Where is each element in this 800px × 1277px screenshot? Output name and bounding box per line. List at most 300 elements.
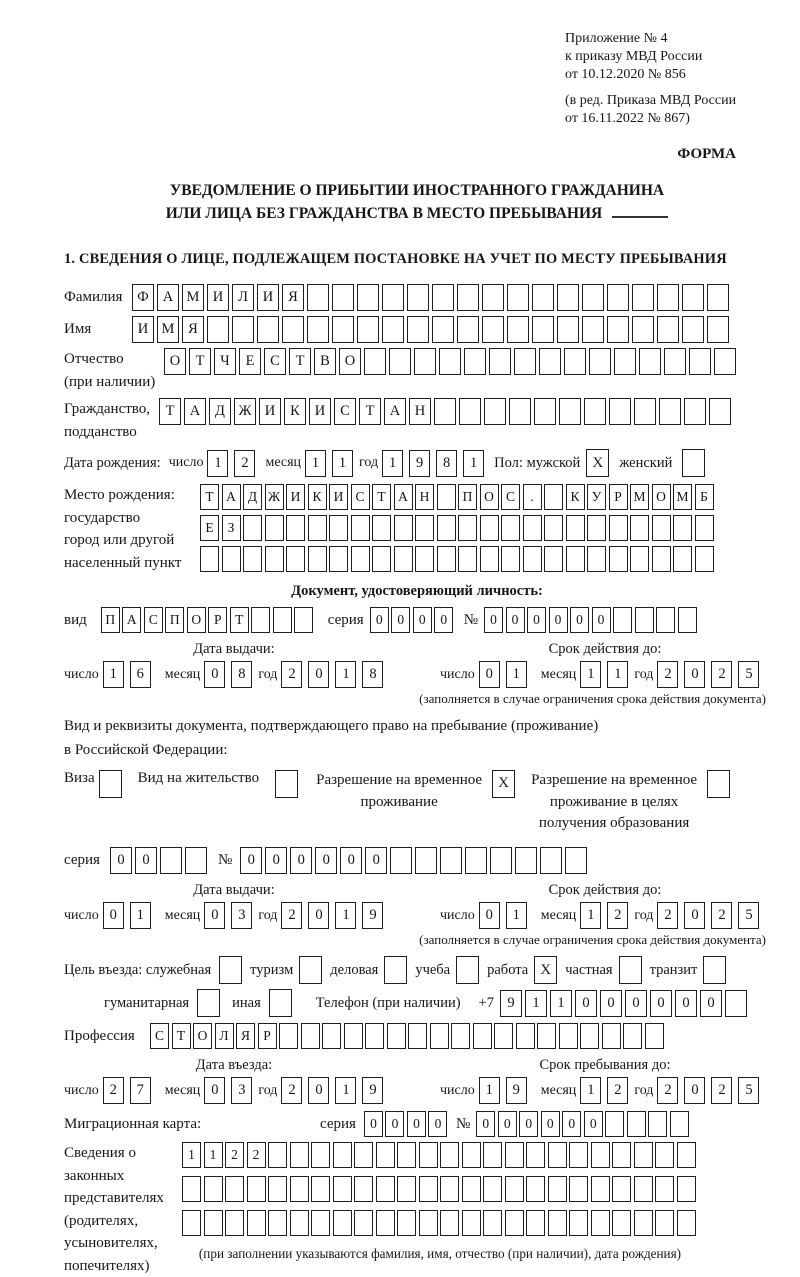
char-cell[interactable]: 8	[436, 450, 457, 477]
char-cell[interactable]	[397, 1142, 416, 1168]
char-cell[interactable]	[480, 515, 499, 541]
char-cell[interactable]	[268, 1210, 287, 1236]
char-cell[interactable]	[376, 1176, 395, 1202]
char-cell[interactable]	[459, 398, 481, 425]
char-cell[interactable]	[678, 607, 697, 633]
char-cell[interactable]	[333, 1176, 352, 1202]
char-cell[interactable]: Н	[415, 484, 434, 510]
char-cell[interactable]: 0	[103, 902, 124, 929]
char-cell[interactable]: 1	[204, 1142, 223, 1168]
char-cell[interactable]	[612, 1210, 631, 1236]
char-cell[interactable]	[682, 284, 704, 311]
char-cell[interactable]	[451, 1023, 470, 1049]
char-cell[interactable]	[182, 1210, 201, 1236]
sex-female-checkbox[interactable]	[682, 449, 705, 477]
char-cell[interactable]: О	[164, 348, 186, 375]
char-cell[interactable]: 0	[498, 1111, 517, 1137]
char-cell[interactable]	[311, 1142, 330, 1168]
char-cell[interactable]	[580, 1023, 599, 1049]
char-cell[interactable]	[614, 348, 636, 375]
char-cell[interactable]	[407, 284, 429, 311]
char-cell[interactable]: З	[222, 515, 241, 541]
char-cell[interactable]	[394, 515, 413, 541]
char-cell[interactable]: И	[132, 316, 154, 343]
char-cell[interactable]: Т	[159, 398, 181, 425]
char-cell[interactable]	[225, 1210, 244, 1236]
char-cell[interactable]	[415, 546, 434, 572]
char-cell[interactable]: А	[157, 284, 179, 311]
char-cell[interactable]	[357, 284, 379, 311]
char-cell[interactable]: М	[630, 484, 649, 510]
char-cell[interactable]	[430, 1023, 449, 1049]
char-cell[interactable]	[489, 348, 511, 375]
char-cell[interactable]: 1	[463, 450, 484, 477]
char-cell[interactable]	[397, 1210, 416, 1236]
char-cell[interactable]	[673, 546, 692, 572]
char-cell[interactable]	[507, 284, 529, 311]
char-cell[interactable]: 9	[409, 450, 430, 477]
char-cell[interactable]	[725, 990, 747, 1017]
char-cell[interactable]: 1	[382, 450, 403, 477]
char-cell[interactable]: 2	[657, 1077, 678, 1104]
char-cell[interactable]: 0	[570, 607, 589, 633]
char-cell[interactable]: 9	[362, 1077, 383, 1104]
char-cell[interactable]: 0	[204, 902, 225, 929]
char-cell[interactable]	[434, 398, 456, 425]
char-cell[interactable]: 1	[182, 1142, 201, 1168]
char-cell[interactable]	[437, 546, 456, 572]
char-cell[interactable]: Ж	[265, 484, 284, 510]
char-cell[interactable]	[557, 316, 579, 343]
char-cell[interactable]	[265, 546, 284, 572]
char-cell[interactable]: 0	[650, 990, 672, 1017]
char-cell[interactable]: 0	[308, 902, 329, 929]
char-cell[interactable]	[707, 284, 729, 311]
char-cell[interactable]: И	[207, 284, 229, 311]
char-cell[interactable]: С	[334, 398, 356, 425]
char-cell[interactable]: 9	[362, 902, 383, 929]
char-cell[interactable]	[415, 515, 434, 541]
char-cell[interactable]	[548, 1142, 567, 1168]
char-cell[interactable]: 2	[711, 661, 732, 688]
char-cell[interactable]	[565, 847, 587, 874]
char-cell[interactable]: 0	[484, 607, 503, 633]
char-cell[interactable]	[204, 1176, 223, 1202]
char-cell[interactable]: Д	[243, 484, 262, 510]
char-cell[interactable]: 6	[130, 661, 151, 688]
char-cell[interactable]	[207, 316, 229, 343]
char-cell[interactable]	[483, 1142, 502, 1168]
char-cell[interactable]	[372, 515, 391, 541]
char-cell[interactable]	[268, 1176, 287, 1202]
char-cell[interactable]: 1	[506, 902, 527, 929]
char-cell[interactable]: 1	[103, 661, 124, 688]
purpose-work-checkbox[interactable]: X	[534, 956, 557, 984]
purpose-other-checkbox[interactable]	[269, 989, 292, 1017]
residence-permit-checkbox[interactable]	[275, 770, 298, 798]
char-cell[interactable]: Т	[289, 348, 311, 375]
char-cell[interactable]	[354, 1142, 373, 1168]
char-cell[interactable]	[587, 515, 606, 541]
char-cell[interactable]	[437, 484, 456, 510]
char-cell[interactable]	[389, 348, 411, 375]
char-cell[interactable]: П	[101, 607, 120, 633]
char-cell[interactable]: 8	[231, 661, 252, 688]
char-cell[interactable]	[564, 348, 586, 375]
char-cell[interactable]: 0	[434, 607, 453, 633]
char-cell[interactable]: 1	[130, 902, 151, 929]
char-cell[interactable]	[670, 1111, 689, 1137]
char-cell[interactable]: 0	[584, 1111, 603, 1137]
char-cell[interactable]: А	[184, 398, 206, 425]
char-cell[interactable]: 1	[479, 1077, 500, 1104]
char-cell[interactable]	[311, 1176, 330, 1202]
char-cell[interactable]	[539, 348, 561, 375]
char-cell[interactable]	[462, 1210, 481, 1236]
char-cell[interactable]	[394, 546, 413, 572]
purpose-study-checkbox[interactable]	[456, 956, 479, 984]
char-cell[interactable]	[282, 316, 304, 343]
char-cell[interactable]	[501, 546, 520, 572]
temp-permit-checkbox[interactable]: X	[492, 770, 515, 798]
char-cell[interactable]	[613, 607, 632, 633]
char-cell[interactable]: 0	[407, 1111, 426, 1137]
char-cell[interactable]: 0	[240, 847, 262, 874]
char-cell[interactable]	[505, 1176, 524, 1202]
char-cell[interactable]	[290, 1176, 309, 1202]
char-cell[interactable]	[390, 847, 412, 874]
char-cell[interactable]	[655, 1142, 674, 1168]
char-cell[interactable]	[582, 284, 604, 311]
char-cell[interactable]	[584, 398, 606, 425]
char-cell[interactable]	[251, 607, 270, 633]
char-cell[interactable]	[655, 1210, 674, 1236]
char-cell[interactable]: М	[182, 284, 204, 311]
char-cell[interactable]	[462, 1176, 481, 1202]
char-cell[interactable]	[544, 515, 563, 541]
char-cell[interactable]: А	[222, 484, 241, 510]
char-cell[interactable]	[382, 316, 404, 343]
char-cell[interactable]	[354, 1210, 373, 1236]
char-cell[interactable]: П	[458, 484, 477, 510]
char-cell[interactable]: 1	[607, 661, 628, 688]
char-cell[interactable]	[483, 1210, 502, 1236]
char-cell[interactable]	[569, 1176, 588, 1202]
char-cell[interactable]: 0	[110, 847, 132, 874]
char-cell[interactable]: С	[264, 348, 286, 375]
char-cell[interactable]	[457, 284, 479, 311]
char-cell[interactable]: 2	[234, 450, 255, 477]
char-cell[interactable]: 2	[247, 1142, 266, 1168]
char-cell[interactable]	[537, 1023, 556, 1049]
char-cell[interactable]: Т	[359, 398, 381, 425]
char-cell[interactable]: 2	[103, 1077, 124, 1104]
char-cell[interactable]	[247, 1176, 266, 1202]
char-cell[interactable]	[591, 1176, 610, 1202]
char-cell[interactable]	[354, 1176, 373, 1202]
char-cell[interactable]	[635, 607, 654, 633]
char-cell[interactable]: С	[351, 484, 370, 510]
char-cell[interactable]	[505, 1142, 524, 1168]
char-cell[interactable]	[462, 1142, 481, 1168]
char-cell[interactable]	[419, 1142, 438, 1168]
char-cell[interactable]: 0	[684, 661, 705, 688]
char-cell[interactable]: 1	[550, 990, 572, 1017]
char-cell[interactable]	[419, 1210, 438, 1236]
char-cell[interactable]: 0	[600, 990, 622, 1017]
char-cell[interactable]: В	[314, 348, 336, 375]
char-cell[interactable]: Ф	[132, 284, 154, 311]
char-cell[interactable]: 1	[305, 450, 326, 477]
char-cell[interactable]	[526, 1142, 545, 1168]
char-cell[interactable]	[458, 515, 477, 541]
char-cell[interactable]	[589, 348, 611, 375]
char-cell[interactable]	[407, 316, 429, 343]
char-cell[interactable]: 0	[308, 661, 329, 688]
char-cell[interactable]: 1	[332, 450, 353, 477]
char-cell[interactable]: А	[394, 484, 413, 510]
char-cell[interactable]	[232, 316, 254, 343]
char-cell[interactable]	[483, 1176, 502, 1202]
char-cell[interactable]	[523, 515, 542, 541]
char-cell[interactable]	[279, 1023, 298, 1049]
char-cell[interactable]	[714, 348, 736, 375]
char-cell[interactable]	[160, 847, 182, 874]
char-cell[interactable]	[559, 398, 581, 425]
char-cell[interactable]	[664, 348, 686, 375]
char-cell[interactable]	[440, 1142, 459, 1168]
char-cell[interactable]: Л	[232, 284, 254, 311]
purpose-official-checkbox[interactable]	[219, 956, 242, 984]
char-cell[interactable]: 1	[335, 902, 356, 929]
char-cell[interactable]	[332, 284, 354, 311]
char-cell[interactable]: 0	[370, 607, 389, 633]
char-cell[interactable]: 0	[204, 661, 225, 688]
char-cell[interactable]: Р	[258, 1023, 277, 1049]
char-cell[interactable]	[247, 1210, 266, 1236]
char-cell[interactable]	[482, 284, 504, 311]
purpose-transit-checkbox[interactable]	[703, 956, 726, 984]
char-cell[interactable]: 9	[500, 990, 522, 1017]
char-cell[interactable]	[632, 316, 654, 343]
char-cell[interactable]: 3	[231, 1077, 252, 1104]
char-cell[interactable]: 0	[476, 1111, 495, 1137]
char-cell[interactable]	[432, 284, 454, 311]
char-cell[interactable]: М	[673, 484, 692, 510]
char-cell[interactable]	[656, 607, 675, 633]
char-cell[interactable]	[458, 546, 477, 572]
char-cell[interactable]	[652, 546, 671, 572]
char-cell[interactable]	[607, 316, 629, 343]
char-cell[interactable]	[382, 284, 404, 311]
char-cell[interactable]: И	[309, 398, 331, 425]
char-cell[interactable]: .	[523, 484, 542, 510]
char-cell[interactable]: 0	[575, 990, 597, 1017]
char-cell[interactable]	[482, 316, 504, 343]
char-cell[interactable]	[372, 546, 391, 572]
char-cell[interactable]: И	[329, 484, 348, 510]
char-cell[interactable]: 7	[130, 1077, 151, 1104]
char-cell[interactable]: 0	[479, 902, 500, 929]
char-cell[interactable]	[332, 316, 354, 343]
char-cell[interactable]	[286, 546, 305, 572]
char-cell[interactable]: 2	[711, 1077, 732, 1104]
char-cell[interactable]: П	[165, 607, 184, 633]
char-cell[interactable]	[587, 546, 606, 572]
char-cell[interactable]	[707, 316, 729, 343]
char-cell[interactable]	[273, 607, 292, 633]
char-cell[interactable]: К	[308, 484, 327, 510]
char-cell[interactable]	[465, 847, 487, 874]
char-cell[interactable]	[612, 1176, 631, 1202]
char-cell[interactable]	[544, 484, 563, 510]
char-cell[interactable]	[627, 1111, 646, 1137]
char-cell[interactable]	[290, 1210, 309, 1236]
char-cell[interactable]: 2	[657, 902, 678, 929]
char-cell[interactable]	[333, 1210, 352, 1236]
char-cell[interactable]	[307, 316, 329, 343]
char-cell[interactable]: 2	[711, 902, 732, 929]
char-cell[interactable]	[548, 1210, 567, 1236]
char-cell[interactable]: О	[652, 484, 671, 510]
char-cell[interactable]	[294, 607, 313, 633]
char-cell[interactable]	[440, 1176, 459, 1202]
char-cell[interactable]: 0	[413, 607, 432, 633]
char-cell[interactable]	[557, 284, 579, 311]
char-cell[interactable]	[566, 546, 585, 572]
char-cell[interactable]: 1	[506, 661, 527, 688]
char-cell[interactable]: И	[286, 484, 305, 510]
char-cell[interactable]	[440, 847, 462, 874]
char-cell[interactable]	[569, 1142, 588, 1168]
char-cell[interactable]: И	[257, 284, 279, 311]
char-cell[interactable]	[257, 316, 279, 343]
char-cell[interactable]: 1	[207, 450, 228, 477]
purpose-tourism-checkbox[interactable]	[299, 956, 322, 984]
char-cell[interactable]	[569, 1210, 588, 1236]
char-cell[interactable]	[526, 1210, 545, 1236]
char-cell[interactable]	[634, 398, 656, 425]
char-cell[interactable]	[464, 348, 486, 375]
char-cell[interactable]	[501, 515, 520, 541]
char-cell[interactable]: 0	[527, 607, 546, 633]
char-cell[interactable]: 5	[738, 1077, 759, 1104]
char-cell[interactable]: 0	[562, 1111, 581, 1137]
char-cell[interactable]	[677, 1176, 696, 1202]
char-cell[interactable]	[677, 1142, 696, 1168]
char-cell[interactable]	[534, 398, 556, 425]
char-cell[interactable]	[505, 1210, 524, 1236]
char-cell[interactable]: О	[339, 348, 361, 375]
char-cell[interactable]	[526, 1176, 545, 1202]
char-cell[interactable]	[225, 1176, 244, 1202]
char-cell[interactable]: 9	[506, 1077, 527, 1104]
char-cell[interactable]	[490, 847, 512, 874]
char-cell[interactable]	[509, 398, 531, 425]
char-cell[interactable]	[682, 316, 704, 343]
char-cell[interactable]: 1	[580, 1077, 601, 1104]
char-cell[interactable]	[515, 847, 537, 874]
char-cell[interactable]: 0	[391, 607, 410, 633]
char-cell[interactable]: 1	[335, 661, 356, 688]
char-cell[interactable]	[397, 1176, 416, 1202]
char-cell[interactable]	[634, 1176, 653, 1202]
char-cell[interactable]	[657, 316, 679, 343]
char-cell[interactable]	[532, 284, 554, 311]
char-cell[interactable]: М	[157, 316, 179, 343]
char-cell[interactable]: Е	[200, 515, 219, 541]
char-cell[interactable]: 0	[290, 847, 312, 874]
char-cell[interactable]: А	[122, 607, 141, 633]
char-cell[interactable]	[659, 398, 681, 425]
char-cell[interactable]	[630, 515, 649, 541]
char-cell[interactable]	[639, 348, 661, 375]
char-cell[interactable]: С	[501, 484, 520, 510]
char-cell[interactable]	[322, 1023, 341, 1049]
char-cell[interactable]	[630, 546, 649, 572]
char-cell[interactable]	[365, 1023, 384, 1049]
char-cell[interactable]	[414, 348, 436, 375]
char-cell[interactable]	[544, 546, 563, 572]
char-cell[interactable]: 0	[549, 607, 568, 633]
char-cell[interactable]	[351, 515, 370, 541]
edu-permit-checkbox[interactable]	[707, 770, 730, 798]
char-cell[interactable]	[243, 546, 262, 572]
char-cell[interactable]	[652, 515, 671, 541]
char-cell[interactable]	[695, 546, 714, 572]
char-cell[interactable]	[265, 515, 284, 541]
char-cell[interactable]	[376, 1142, 395, 1168]
char-cell[interactable]: 0	[592, 607, 611, 633]
char-cell[interactable]	[548, 1176, 567, 1202]
char-cell[interactable]: Л	[215, 1023, 234, 1049]
char-cell[interactable]: К	[566, 484, 585, 510]
char-cell[interactable]	[609, 515, 628, 541]
char-cell[interactable]	[185, 847, 207, 874]
char-cell[interactable]: Т	[172, 1023, 191, 1049]
purpose-humanitarian-checkbox[interactable]	[197, 989, 220, 1017]
char-cell[interactable]: Е	[239, 348, 261, 375]
char-cell[interactable]	[387, 1023, 406, 1049]
char-cell[interactable]: 2	[281, 902, 302, 929]
char-cell[interactable]	[602, 1023, 621, 1049]
char-cell[interactable]: 0	[700, 990, 722, 1017]
char-cell[interactable]	[473, 1023, 492, 1049]
char-cell[interactable]	[532, 316, 554, 343]
char-cell[interactable]	[609, 398, 631, 425]
char-cell[interactable]	[364, 348, 386, 375]
char-cell[interactable]	[612, 1142, 631, 1168]
char-cell[interactable]: 0	[308, 1077, 329, 1104]
char-cell[interactable]: 1	[525, 990, 547, 1017]
char-cell[interactable]: 0	[625, 990, 647, 1017]
char-cell[interactable]: 0	[684, 902, 705, 929]
char-cell[interactable]	[222, 546, 241, 572]
char-cell[interactable]: Т	[230, 607, 249, 633]
char-cell[interactable]	[301, 1023, 320, 1049]
char-cell[interactable]	[484, 398, 506, 425]
char-cell[interactable]: 2	[607, 902, 628, 929]
char-cell[interactable]: 2	[281, 1077, 302, 1104]
char-cell[interactable]: 0	[315, 847, 337, 874]
char-cell[interactable]: Т	[200, 484, 219, 510]
char-cell[interactable]	[308, 546, 327, 572]
char-cell[interactable]	[308, 515, 327, 541]
char-cell[interactable]: С	[144, 607, 163, 633]
char-cell[interactable]: И	[259, 398, 281, 425]
char-cell[interactable]	[329, 546, 348, 572]
char-cell[interactable]: Т	[189, 348, 211, 375]
